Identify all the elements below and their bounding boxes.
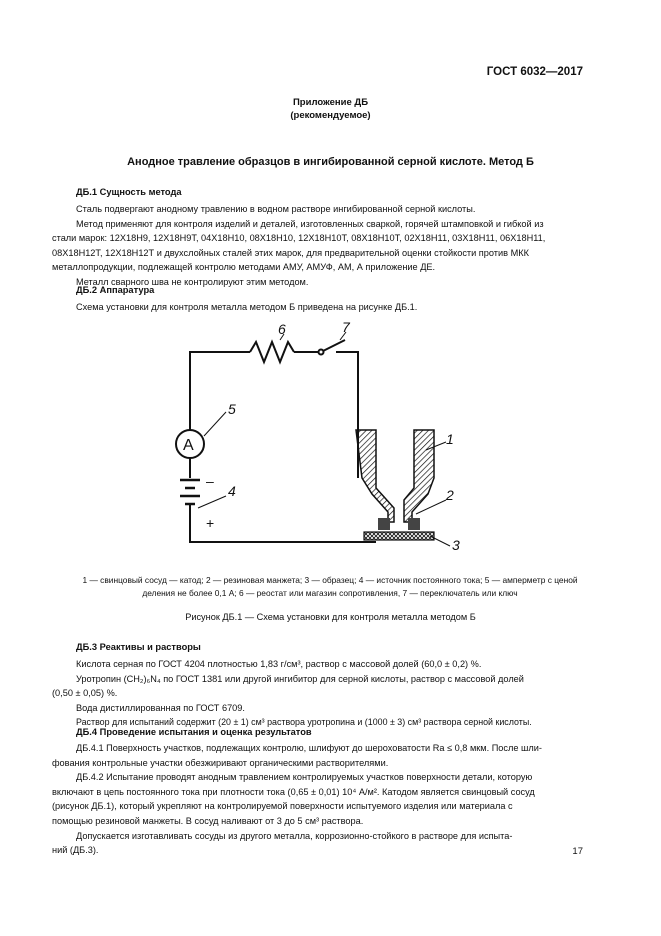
- paragraph: Допускается изготавливать сосуды из другого металла, коррозионно-стойкого в растворе для испыта-: [76, 830, 513, 841]
- lead-vessel-icon: [356, 430, 434, 522]
- figure-legend: [60, 574, 600, 600]
- paragraph: Метод применяют для контроля изделий и деталей, изготовленных сваркой, горячей штамповкой и гибкой из: [76, 218, 544, 229]
- section-db2-heading: ДБ.2 Аппаратура: [76, 285, 155, 295]
- section-db1-body: [52, 202, 586, 290]
- wire-bottom: [190, 504, 376, 542]
- section-db3-body: [52, 657, 586, 730]
- paragraph: Сталь подвергают анодному травлению в водном растворе ингибированной серной кислоты.: [76, 204, 476, 214]
- paragraph: Кислота серная по ГОСТ 4204 плотностью 1,83 г/см³, раствор с массовой долей (60,0 ± 0,2) %.: [76, 659, 482, 669]
- paragraph: Металл сварного шва не контролируют этим методом.: [76, 276, 309, 287]
- circuit-diagram: [150, 318, 480, 553]
- label-5: 5: [228, 401, 236, 417]
- plus-sign: +: [206, 515, 215, 531]
- minus-sign: –: [206, 473, 214, 489]
- paragraph-line: включают в цепь постоянного тока при плотности тока (0,65 ± 0,01) 10⁴ А/м². Катодом является свинцовый сосуд: [52, 786, 535, 797]
- paragraph: ДБ.4.1 Поверхность участков, подлежащих контролю, шлифуют до шероховатости Ra ≤ 0,8 мкм. После шли-: [76, 743, 542, 753]
- section-db4-heading: ДБ.4 Проведение испытания и оценка результатов: [76, 727, 312, 737]
- figure-caption: Рисунок ДБ.1 — Схема установки для контроля металла методом Б: [185, 612, 476, 622]
- paragraph-line: 08Х18Н12Т, 12Х18Н12Т и двухслойных сталей этих марок, для предварительной оценки стойкости против МКК: [52, 247, 529, 258]
- section-db4-body: [52, 741, 586, 858]
- paragraph-line: металлопродукции, подлежащей контролю методами АМУ, АМУФ, АМ, А приложение ДЕ.: [52, 262, 436, 273]
- label-4: 4: [228, 483, 236, 499]
- label-7: 7: [342, 319, 350, 335]
- paragraph: Уротропин (CH₂)₆N₄ по ГОСТ 1381 или другой ингибитор для серной кислоты, раствор с массовой долей: [76, 673, 524, 684]
- label-6: 6: [278, 321, 286, 337]
- section-db3-heading: ДБ.3 Реактивы и растворы: [76, 642, 201, 652]
- section-db1-heading: ДБ.1 Сущность метода: [76, 187, 182, 197]
- paragraph-line: фования контрольные участки обезжиривают органическими растворителями.: [52, 757, 389, 768]
- label-3: 3: [452, 537, 460, 553]
- section-db2-text: Схема установки для контроля металла методом Б приведена на рисунке ДБ.1.: [76, 302, 418, 312]
- appendix-subtitle: (рекомендуемое): [290, 110, 371, 121]
- paragraph-line: ний (ДБ.3).: [52, 845, 99, 856]
- paragraph: Вода дистиллированная по ГОСТ 6709.: [76, 702, 245, 713]
- label-2: 2: [446, 487, 454, 503]
- legend-line: 1 — свинцовый сосуд — катод; 2 — резиновая манжета; 3 — образец; 4 — источник постоянного тока; 5 — амперметр с ценой: [82, 575, 578, 585]
- paragraph-line: (0,50 ± 0,05) %.: [52, 688, 118, 699]
- paragraph-line: стали марок: 12Х18Н9, 12Х18Н9Т, 04Х18Н10, 08Х18Н10, 12Х18Н10Т, 08Х18Н10Т, 02Х18Н11, 03Х18Н11, 06Х18Н11,: [52, 233, 546, 244]
- document-title: Анодное травление образцов в ингибированной серной кислоте. Метод Б: [127, 156, 534, 168]
- wire-top-right: [336, 352, 358, 430]
- switch-lever: [323, 340, 345, 351]
- legend-line: деления не более 0,1 А; 6 — реостат или магазин сопротивления, 7 — переключатель или ключ: [142, 588, 518, 598]
- ammeter-label: А: [183, 437, 194, 454]
- appendix-title: Приложение ДБ: [292, 97, 369, 108]
- paragraph-line: помощью резиновой манжеты. В сосуд наливают от 3 до 5 см³ раствора.: [52, 815, 364, 826]
- page-number: 17: [572, 846, 583, 857]
- specimen: [364, 532, 434, 540]
- rubber-cuff: [378, 518, 390, 530]
- paragraph: ДБ.4.2 Испытание проводят анодным травлением контролируемых участков поверхности детали, которую: [76, 772, 533, 783]
- paragraph-line: (рисунок ДБ.1), который укрепляют на контролируемой поверхности испытуемого изделия или материала с: [52, 801, 513, 812]
- standard-number: ГОСТ 6032—2017: [486, 66, 583, 78]
- label-1: 1: [446, 431, 454, 447]
- paragraph: Раствор для испытаний содержит (20 ± 1) см³ раствора уротропина и (1000 ± 3) см³ раствора серной кислоты.: [76, 717, 532, 728]
- rheostat-symbol: [250, 342, 294, 362]
